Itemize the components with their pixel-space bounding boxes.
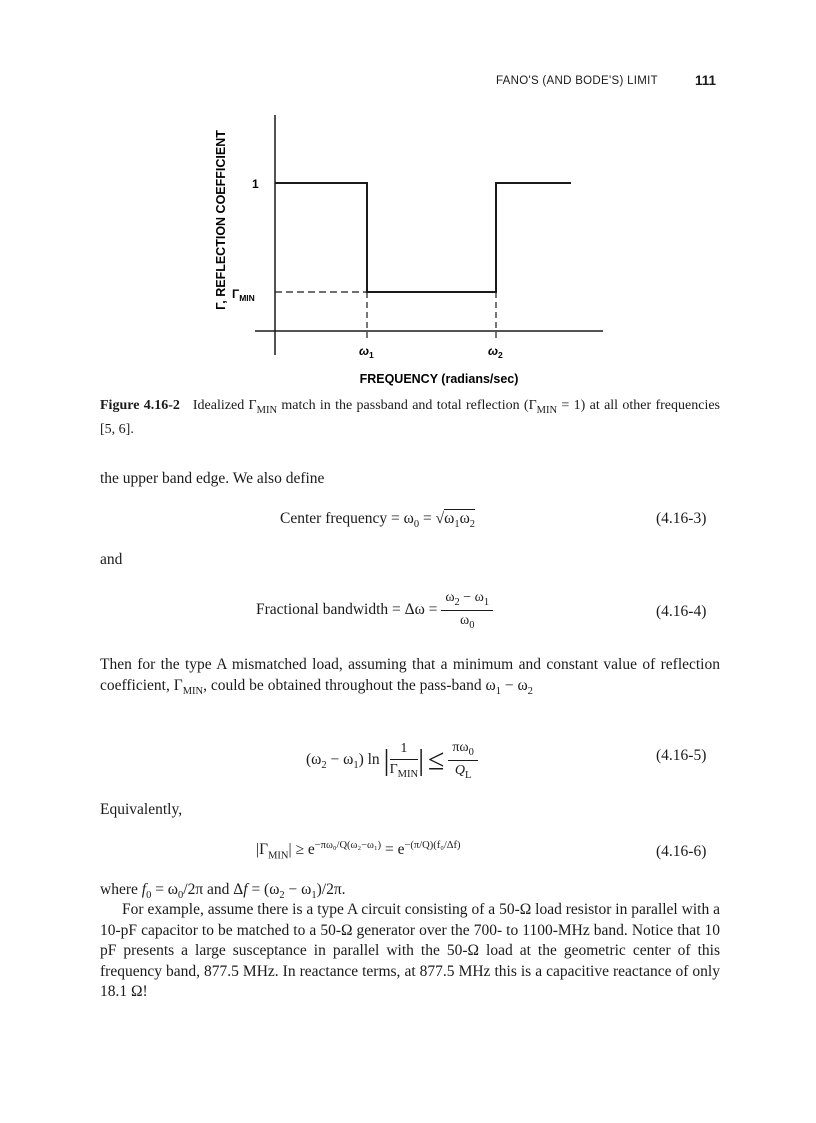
paragraph-mismatched-load xyxy=(100,655,720,702)
eq4-number: (4.16-4) xyxy=(656,603,707,620)
y-axis-label: Γ, REFLECTION COEFFICIENT xyxy=(214,130,228,310)
eq6-exp2: −(π/Q)(f₀/Δf) xyxy=(404,840,461,851)
eq6-sub: MIN xyxy=(268,850,289,862)
eq5-num-text: πω xyxy=(452,740,469,755)
eq4-num-a: ω xyxy=(445,590,455,605)
eq4-den: ω xyxy=(460,612,470,628)
eq5-fraction-gamma xyxy=(390,741,419,780)
para2-s2: 2 xyxy=(527,685,533,697)
sqrt-sign: √ xyxy=(435,510,445,527)
eq6-number: (4.16-6) xyxy=(656,843,707,860)
x-tick-w1-symbol: ω xyxy=(359,344,370,358)
eq5-one: 1 xyxy=(390,741,419,760)
eq4-num-a-sub: 2 xyxy=(454,596,460,608)
eq5-q-sub: L xyxy=(464,769,472,781)
where-s2: 2 xyxy=(279,890,285,902)
where-w0sub: 0 xyxy=(178,890,184,902)
eq5-gamma-den xyxy=(390,760,419,780)
para2-s1: 1 xyxy=(495,685,501,697)
sqrt-radicand xyxy=(444,509,476,531)
x-axis-label: FREQUENCY (radians/sec) xyxy=(359,372,519,386)
eq5-gsub: MIN xyxy=(397,768,419,780)
where-s1: 1 xyxy=(311,890,317,902)
eq4-numerator xyxy=(441,590,493,611)
eq3-lhs: Center frequency = ω xyxy=(280,510,414,527)
y-tick-one: 1 xyxy=(252,177,259,191)
abs-bar-right: | xyxy=(418,743,425,777)
eq5-g: Γ xyxy=(389,761,398,777)
eq4-num-mid: − ω xyxy=(459,590,484,605)
eq4-denominator xyxy=(441,611,493,631)
figure-caption xyxy=(100,396,720,439)
x-tick-w1 xyxy=(359,344,374,360)
eq4-fraction xyxy=(441,590,493,631)
where-c: /2π and Δ xyxy=(183,881,244,898)
eq5-fraction-q xyxy=(448,740,478,781)
equivalently-word: Equivalently, xyxy=(100,801,183,818)
running-head: FANO'S (AND BODE'S) LIMIT xyxy=(495,75,658,87)
where-f0sub: 0 xyxy=(146,890,152,902)
reflection-coefficient-figure xyxy=(195,105,635,395)
eq3-r2: 2 xyxy=(469,519,476,531)
eq4-lhs: Fractional bandwidth = Δω = xyxy=(256,600,442,618)
equation-fractional-bandwidth xyxy=(256,590,493,631)
eq5-rhs-ln: ) ln xyxy=(358,750,380,768)
eq4-num-b-sub: 1 xyxy=(483,596,490,608)
caption-text-c: = 1) at all other frequencies [5, 6]. xyxy=(100,398,720,437)
equation-fano-limit xyxy=(306,740,478,781)
paragraph-upper-band: the upper band edge. We also define xyxy=(100,470,325,487)
eq3-root-a: ω xyxy=(444,510,455,527)
eq6-exp1: −πω₀/Q(ω₂−ω₁) xyxy=(314,840,382,851)
y-tick-gamma: Γ xyxy=(232,287,240,301)
x-tick-w2 xyxy=(488,344,503,360)
reflection-curve xyxy=(275,183,571,292)
y-tick-gamma-sub: MIN xyxy=(239,293,255,303)
where-f: f xyxy=(243,881,248,898)
eq3-equals: = xyxy=(419,510,436,527)
y-tick-gamma-min xyxy=(232,287,255,303)
x-tick-w1-sub: 1 xyxy=(369,350,374,360)
abs-bar-left: | xyxy=(383,743,390,777)
eq5-number: (4.16-5) xyxy=(656,747,707,764)
caption-sub-b: MIN xyxy=(536,404,558,416)
equation-gamma-bound xyxy=(256,840,461,861)
x-tick-w2-sub: 2 xyxy=(498,350,503,360)
x-tick-w2-symbol: ω xyxy=(488,344,499,358)
where-d: = (ω xyxy=(247,881,280,898)
eq6-lhs: |Γ xyxy=(256,841,269,859)
figure-svg xyxy=(195,105,635,395)
where-f0: f xyxy=(141,881,147,898)
eq5-lhs-open: (ω xyxy=(306,750,322,768)
eq3-number: (4.16-3) xyxy=(656,510,707,527)
para2-c: − ω xyxy=(500,676,528,694)
para2-a: Then for the type A mismatched load, assuming that a minimum and constant value of reflection coefficient, Γ xyxy=(100,656,720,694)
eq5-q: Q xyxy=(454,762,465,778)
eq3-root-b: ω xyxy=(459,510,470,527)
eq3-r1: 1 xyxy=(454,519,460,531)
eq4-den-sub: 0 xyxy=(469,619,475,631)
para2-b: , could be obtained throughout the pass-band ω xyxy=(203,676,496,694)
where-e: − ω xyxy=(284,881,312,898)
caption-sub-a: MIN xyxy=(256,404,278,416)
eq5-mid: − ω xyxy=(326,750,354,768)
paragraph-example: For example, assume there is a type A circuit consisting of a 50-Ω load resistor in parallel with a 10-pF capacitor to be matched to a 50-Ω generator over the 700- to 1100-MHz band. Notice that 10 pF presents a large susceptance in parallel with the 50-Ω load at the geometric center of this frequency band, 877.5 MHz. In reactance terms, at 877.5 MHz this is a capacitive reactance of only 18.1 Ω! xyxy=(100,901,720,1000)
eq3-sub0: 0 xyxy=(413,519,420,531)
equation-center-frequency xyxy=(280,510,475,530)
where-b: = ω xyxy=(151,881,179,898)
eq6-eq: = e xyxy=(381,841,405,859)
eq5-num xyxy=(448,740,478,761)
caption-text-a: Idealized Γ xyxy=(192,398,257,413)
page-number: 111 xyxy=(694,73,716,88)
eq5-den xyxy=(448,761,478,781)
ge-sign: ≤ xyxy=(427,743,445,777)
figure-label: Figure 4.16-2 xyxy=(100,398,180,413)
page-header xyxy=(100,75,720,95)
eq5-num-sub: 0 xyxy=(468,746,474,758)
and-word: and xyxy=(100,551,123,568)
where-a: where xyxy=(100,881,142,898)
eq6-rhs: | ≥ e xyxy=(288,841,315,859)
para2-sub: MIN xyxy=(182,685,204,697)
eq5-s2: 2 xyxy=(321,759,327,771)
eq5-s1: 1 xyxy=(353,759,359,771)
caption-text-b: match in the passband and total reflection (Γ xyxy=(277,398,537,413)
where-g: )/2π. xyxy=(316,881,346,898)
